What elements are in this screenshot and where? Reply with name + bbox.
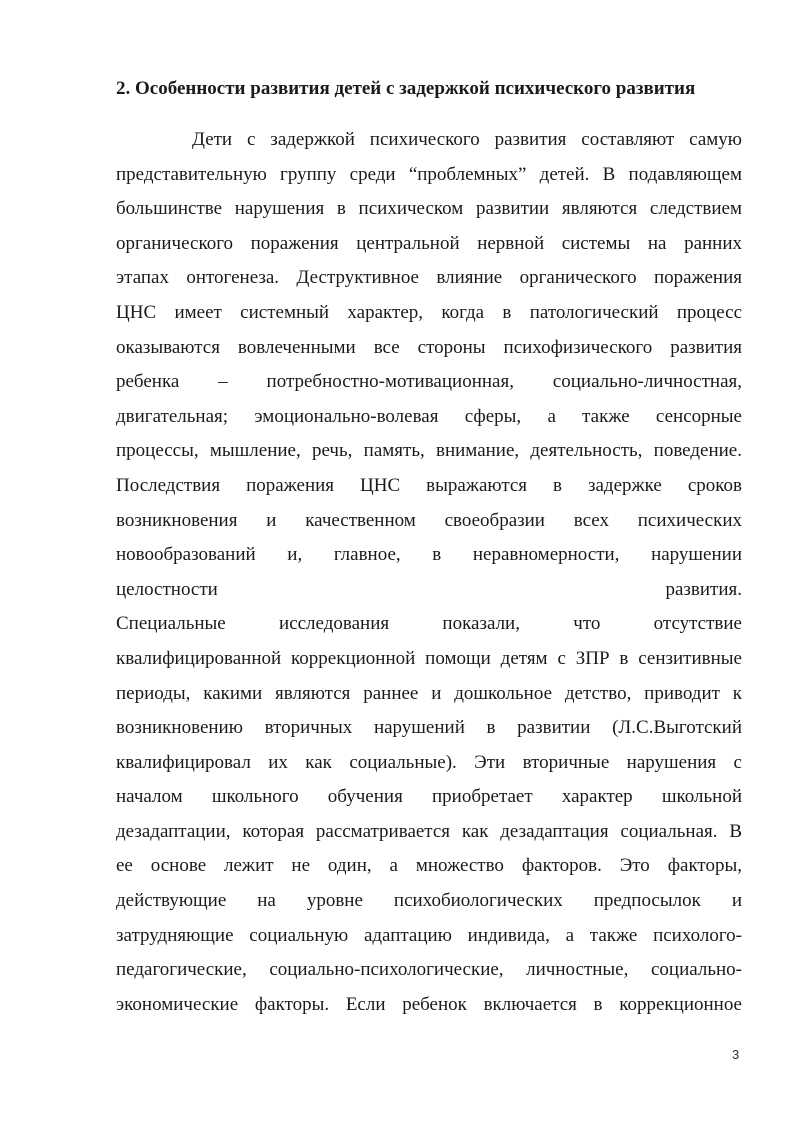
text-line: дезадаптации, которая рассматривается как дезадаптация социальная. В bbox=[116, 820, 742, 842]
text-line: возникновению вторичных нарушений в развитии (Л.С.Выготский bbox=[116, 717, 742, 739]
text-line: ее основе лежит не один, а множество факторов. Это факторы, bbox=[116, 855, 742, 877]
text-line: Дети с задержкой психического развития составляют самую bbox=[192, 129, 742, 150]
text-line: большинстве нарушения в психическом развитии являются следствием bbox=[116, 198, 742, 220]
text-line: процессы, мышление, речь, память, внимание, деятельность, поведение. bbox=[116, 440, 742, 462]
text-line: этапах онтогенеза. Деструктивное влияние органического поражения bbox=[116, 267, 742, 289]
text-line: квалифицированной коррекционной помощи детям с ЗПР в сензитивные bbox=[116, 647, 742, 669]
text-line: новообразований и, главное, в неравномерности, нарушении bbox=[116, 544, 742, 566]
page-number: 3 bbox=[732, 1047, 740, 1062]
text-line: ребенка – потребностно-мотивационная, социально-личностная, bbox=[116, 371, 742, 393]
text-line: целостности развития. bbox=[116, 578, 742, 600]
text-line: органического поражения центральной нервной системы на ранних bbox=[116, 232, 742, 254]
text-line: квалифицировал их как социальные). Эти вторичные нарушения с bbox=[116, 751, 742, 773]
text-line: периоды, какими являются раннее и дошкольное детство, приводит к bbox=[116, 682, 742, 704]
text-line: ЦНС имеет системный характер, когда в патологический процесс bbox=[116, 301, 742, 323]
text-line: затрудняющие социальную адаптацию индивида, а также психолого- bbox=[116, 924, 742, 946]
body-text bbox=[116, 123, 742, 1022]
text-line: педагогические, социально-психологические, личностные, социально- bbox=[116, 959, 742, 981]
text-line: началом школьного обучения приобретает характер школьной bbox=[116, 786, 742, 808]
text-line: возникновения и качественном своеобразии всех психических bbox=[116, 509, 742, 531]
text-line: Специальные исследования показали, что отсутствие bbox=[116, 613, 742, 635]
text-line: двигательная; эмоционально-волевая сферы, а также сенсорные bbox=[116, 405, 742, 427]
text-line: экономические факторы. Если ребенок включается в коррекционное bbox=[116, 993, 742, 1015]
section-heading: 2. Особенности развития детей с задержкой психического развития bbox=[116, 78, 696, 99]
text-line: представительную группу среди “проблемных” детей. В подавляющем bbox=[116, 163, 742, 185]
text-line: оказываются вовлеченными все стороны психофизического развития bbox=[116, 336, 742, 358]
text-line: действующие на уровне психобиологических предпосылок и bbox=[116, 890, 742, 912]
text-line: Последствия поражения ЦНС выражаются в задержке сроков bbox=[116, 474, 742, 496]
